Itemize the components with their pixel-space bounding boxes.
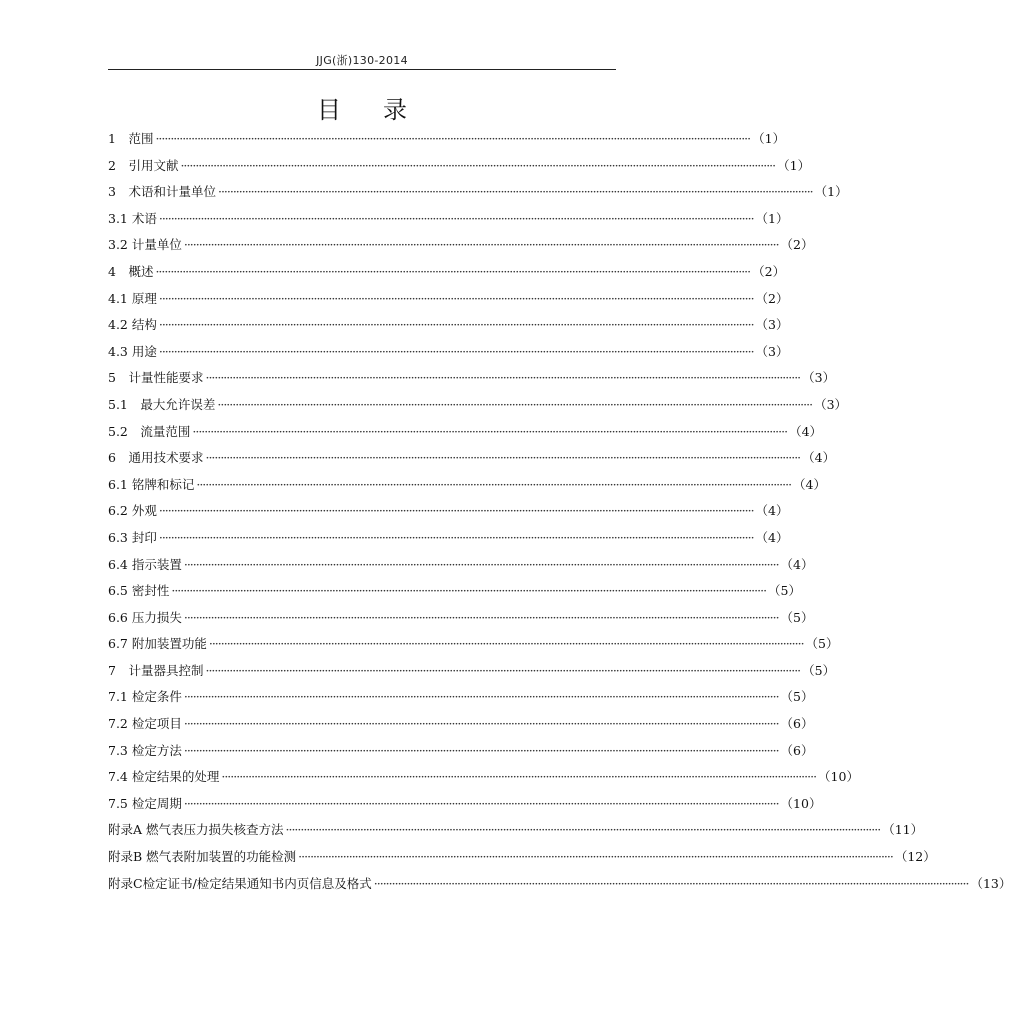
toc-entry-label: 5.2 流量范围: [108, 423, 191, 439]
toc-entry-page-number: （5）: [768, 583, 801, 599]
toc-leader-dots: ········································································································································································································: [221, 769, 817, 785]
toc-entry[interactable]: [108, 472, 826, 499]
toc-entry-page-number: （5）: [780, 689, 814, 705]
toc-entry-label: 附录A 燃气表压力损失核查方法: [108, 822, 284, 838]
toc-entry-label: 7.5 检定周期: [108, 795, 182, 811]
toc-leader-dots: ········································································································································································································: [155, 131, 751, 146]
toc-entry-label: 附录C检定证书/检定结果通知书内页信息及格式: [108, 875, 372, 891]
toc-leader-dots: ········································································································································································································: [183, 742, 779, 758]
toc-leader-dots: ········································································································································································································: [158, 503, 754, 519]
toc-entry-page-number: （4）: [793, 476, 826, 492]
toc-entry[interactable]: [108, 791, 822, 818]
toc-entry-page-number: （4）: [802, 450, 836, 466]
toc-entry-label: 附录B 燃气表附加装置的功能检测: [108, 849, 297, 865]
toc-entry[interactable]: [108, 684, 814, 711]
toc-entry-page-number: （2）: [780, 237, 814, 253]
toc-entry-label: 5.1 最大允许误差: [108, 396, 216, 412]
toc-leader-dots: ········································································································································································································: [158, 529, 754, 545]
toc-entry-page-number: （4）: [780, 556, 814, 572]
toc-entry-label: 7.2 检定项目: [108, 716, 182, 732]
toc-leader-dots: ········································································································································································································: [180, 157, 776, 173]
toc-entry-label: 6.6 压力损失: [108, 609, 182, 625]
toc-entry-label: 3.2 计量单位: [108, 237, 182, 253]
toc-entry-page-number: （1）: [752, 131, 786, 146]
toc-entry[interactable]: [108, 738, 814, 765]
toc-entry[interactable]: [108, 339, 789, 366]
toc-leader-dots: ········································································································································································································: [183, 237, 779, 253]
toc-entry-label: 3 术语和计量单位: [108, 184, 216, 200]
toc-entry[interactable]: [108, 365, 836, 392]
toc-entry[interactable]: [108, 605, 814, 632]
toc-leader-dots: ········································································································································································································: [183, 795, 779, 811]
toc-leader-dots: ········································································································································································································: [208, 636, 804, 652]
toc-title: 目录: [317, 96, 449, 124]
toc-leader-dots: ········································································································································································································: [183, 609, 779, 625]
toc-entry[interactable]: [108, 153, 811, 180]
toc-entry-page-number: （1）: [814, 184, 848, 200]
toc-entry-label: 4.2 结构: [108, 317, 157, 333]
toc-entry-label: 5 计量性能要求: [108, 370, 204, 386]
document-code-header: JJG(浙)130-2014: [316, 54, 408, 67]
toc-entry-page-number: （5）: [805, 636, 839, 652]
toc-leader-dots: ········································································································································································································: [192, 423, 788, 439]
toc-entry-label: 3.1 术语: [108, 210, 157, 226]
table-of-contents: [108, 126, 1011, 897]
toc-entry-label: 6.1 铭牌和标记: [108, 476, 195, 492]
toc-entry-label: 4 概述: [108, 263, 154, 279]
toc-leader-dots: ········································································································································································································: [196, 476, 792, 492]
toc-entry-label: 6.5 密封性: [108, 583, 170, 599]
toc-entry-label: 4.3 用途: [108, 343, 157, 359]
toc-leader-dots: ········································································································································································································: [183, 689, 779, 705]
toc-entry-page-number: （4）: [789, 423, 823, 439]
toc-entry-page-number: （2）: [755, 290, 789, 306]
toc-entry-page-number: （4）: [755, 503, 789, 519]
toc-entry[interactable]: [108, 206, 789, 233]
toc-entry-label: 7.1 检定条件: [108, 689, 182, 705]
toc-entry-page-number: （1）: [755, 210, 789, 226]
toc-entry[interactable]: [108, 498, 789, 525]
toc-entry[interactable]: [108, 711, 814, 738]
toc-entry[interactable]: [108, 525, 789, 552]
toc-entry[interactable]: [108, 179, 848, 206]
toc-entry-page-number: （4）: [755, 529, 789, 545]
toc-entry-page-number: （3）: [755, 343, 789, 359]
toc-leader-dots: ········································································································································································································: [158, 210, 754, 226]
toc-leader-dots: ········································································································································································································: [158, 343, 754, 359]
toc-entry-page-number: （11）: [882, 822, 924, 838]
toc-entry-page-number: （10）: [818, 769, 859, 785]
toc-leader-dots: ········································································································································································································: [205, 450, 801, 466]
toc-entry[interactable]: [108, 817, 924, 844]
toc-leader-dots: ········································································································································································································: [155, 263, 751, 279]
toc-leader-dots: ········································································································································································································: [205, 370, 801, 386]
toc-entry-label: 6 通用技术要求: [108, 450, 204, 466]
toc-entry-page-number: （13）: [970, 875, 1011, 891]
toc-entry[interactable]: [108, 445, 836, 472]
toc-entry[interactable]: [108, 844, 936, 871]
toc-leader-dots: ········································································································································································································: [373, 875, 969, 891]
toc-entry-page-number: （3）: [814, 396, 848, 412]
toc-entry-label: 2 引用文献: [108, 157, 179, 173]
toc-entry-label: 7.4 检定结果的处理: [108, 769, 220, 785]
toc-leader-dots: ········································································································································································································: [205, 662, 801, 678]
toc-entry-page-number: （2）: [752, 263, 786, 279]
toc-entry[interactable]: [108, 259, 786, 286]
toc-entry-page-number: （6）: [780, 742, 814, 758]
toc-leader-dots: ········································································································································································································: [217, 184, 813, 200]
toc-entry[interactable]: [108, 232, 814, 259]
toc-leader-dots: ········································································································································································································: [158, 290, 754, 306]
toc-leader-dots: ········································································································································································································: [298, 849, 893, 865]
toc-leader-dots: ········································································································································································································: [158, 317, 754, 333]
toc-entry-label: 6.4 指示装置: [108, 556, 182, 572]
toc-entry-label: 4.1 原理: [108, 290, 157, 306]
toc-leader-dots: ········································································································································································································: [183, 716, 779, 732]
toc-entry[interactable]: [108, 578, 801, 605]
toc-entry-label: 6.2 外观: [108, 503, 157, 519]
toc-entry-label: 6.3 封印: [108, 529, 157, 545]
header-divider: [108, 69, 616, 70]
toc-entry[interactable]: [108, 392, 848, 419]
toc-entry-page-number: （5）: [802, 662, 836, 678]
toc-entry[interactable]: [108, 552, 814, 579]
toc-entry-label: 7.3 检定方法: [108, 742, 182, 758]
toc-entry[interactable]: [108, 312, 789, 339]
toc-entry-label: 1 范围: [108, 131, 154, 146]
toc-entry[interactable]: [108, 126, 786, 153]
toc-entry[interactable]: [108, 764, 859, 791]
toc-entry-page-number: （10）: [780, 795, 822, 811]
toc-leader-dots: ········································································································································································································: [217, 396, 813, 412]
toc-leader-dots: ········································································································································································································: [285, 822, 881, 838]
toc-entry-page-number: （3）: [802, 370, 836, 386]
toc-entry[interactable]: [108, 631, 839, 658]
toc-leader-dots: ········································································································································································································: [183, 556, 779, 572]
toc-leader-dots: ········································································································································································································: [171, 583, 767, 599]
toc-entry-page-number: （6）: [780, 716, 814, 732]
toc-entry-page-number: （5）: [780, 609, 814, 625]
toc-entry-page-number: （1）: [777, 157, 811, 173]
toc-entry-label: 7 计量器具控制: [108, 662, 204, 678]
toc-entry[interactable]: [108, 871, 1011, 898]
toc-entry-page-number: （3）: [755, 317, 789, 333]
toc-entry-page-number: （12）: [894, 849, 936, 865]
toc-entry[interactable]: [108, 658, 836, 685]
toc-entry[interactable]: [108, 286, 789, 313]
toc-entry[interactable]: [108, 419, 823, 446]
toc-entry-label: 6.7 附加装置功能: [108, 636, 207, 652]
